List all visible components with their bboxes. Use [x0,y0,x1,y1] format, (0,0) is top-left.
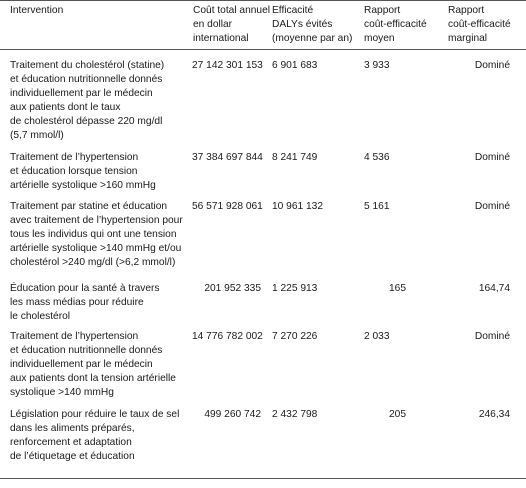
cell-cout: 14 776 782 002 [192,331,263,342]
cell-cout: 37 384 697 844 [192,152,263,163]
cell-rapport-marginal: Dominé [474,201,510,212]
cell-efficacite: 1 225 913 [272,283,318,294]
cell-rapport-marginal: 164,74 [478,283,510,294]
cell-efficacite: 6 901 683 [272,60,318,71]
cell-cout: 27 142 301 153 [192,60,263,71]
header-efficacite: Efficacité DALYs évités (moyenne par an) [272,5,353,44]
cell-efficacite: 2 432 798 [272,409,318,420]
cell-efficacite: 10 961 132 [272,201,323,212]
cell-rapport-moyen: 2 033 [364,331,390,342]
cell-intervention: Traitement du cholestérol (statine) et éducation nutritionnelle donnés individuellement par le médecin aux patients dont le taux de cholestérol dépasse 220 mg/dl (5,7 mmol/l) [10,60,165,141]
cell-rapport-moyen: 4 536 [364,152,390,163]
cell-rapport-marginal: Dominé [474,331,510,342]
header-rapport-marginal: Rapport coût-efficacité marginal [448,5,511,44]
header-rapport-moyen: Rapport coût-efficacité moyen [364,5,427,44]
cell-rapport-moyen: 5 161 [364,201,390,212]
cell-intervention: Traitement par statine et éducation avec traitement de l’hypertension pour tous les individus qui ont une tension artérielle systolique >140 mmHg et/ou cholestérol >240 mg/dl (>6,2 mmol/l) [10,201,183,268]
header-rule [0,49,526,50]
cell-intervention: Traitement de l’hypertension et éducation nutritionnelle donnés individuellement par le médecin aux patients dont la tension artérielle systolique >140 mmHg [10,331,176,398]
cell-efficacite: 7 270 226 [272,331,318,342]
cell-cout: 56 571 928 061 [192,201,263,212]
cell-rapport-marginal: Dominé [474,152,510,163]
header-intervention: Intervention [10,5,64,16]
cell-rapport-marginal: 246,34 [478,409,510,420]
cell-rapport-marginal: Dominé [474,60,510,71]
cell-intervention: Législation pour réduire le taux de sel dans les aliments préparés, renforcement et adaptation de l’étiquetage et éducation [10,409,180,462]
cell-rapport-moyen: 205 [389,409,406,420]
cell-intervention: Éducation pour la santé à travers les mass médias pour réduire le cholestérol [10,283,160,322]
cell-cout: 499 260 742 [204,409,261,420]
cell-cout: 201 952 335 [204,283,261,294]
cell-intervention: Traitement de l’hypertension et éducation lorsque tension artérielle systolique >160 mmHg [10,152,156,191]
bottom-rule [0,478,526,479]
header-cout-total: Coût total annuel en dollar international [193,5,271,44]
cell-rapport-moyen: 3 933 [364,60,390,71]
top-rule [0,0,526,1]
cell-efficacite: 8 241 749 [272,152,318,163]
cell-rapport-moyen: 165 [389,283,406,294]
